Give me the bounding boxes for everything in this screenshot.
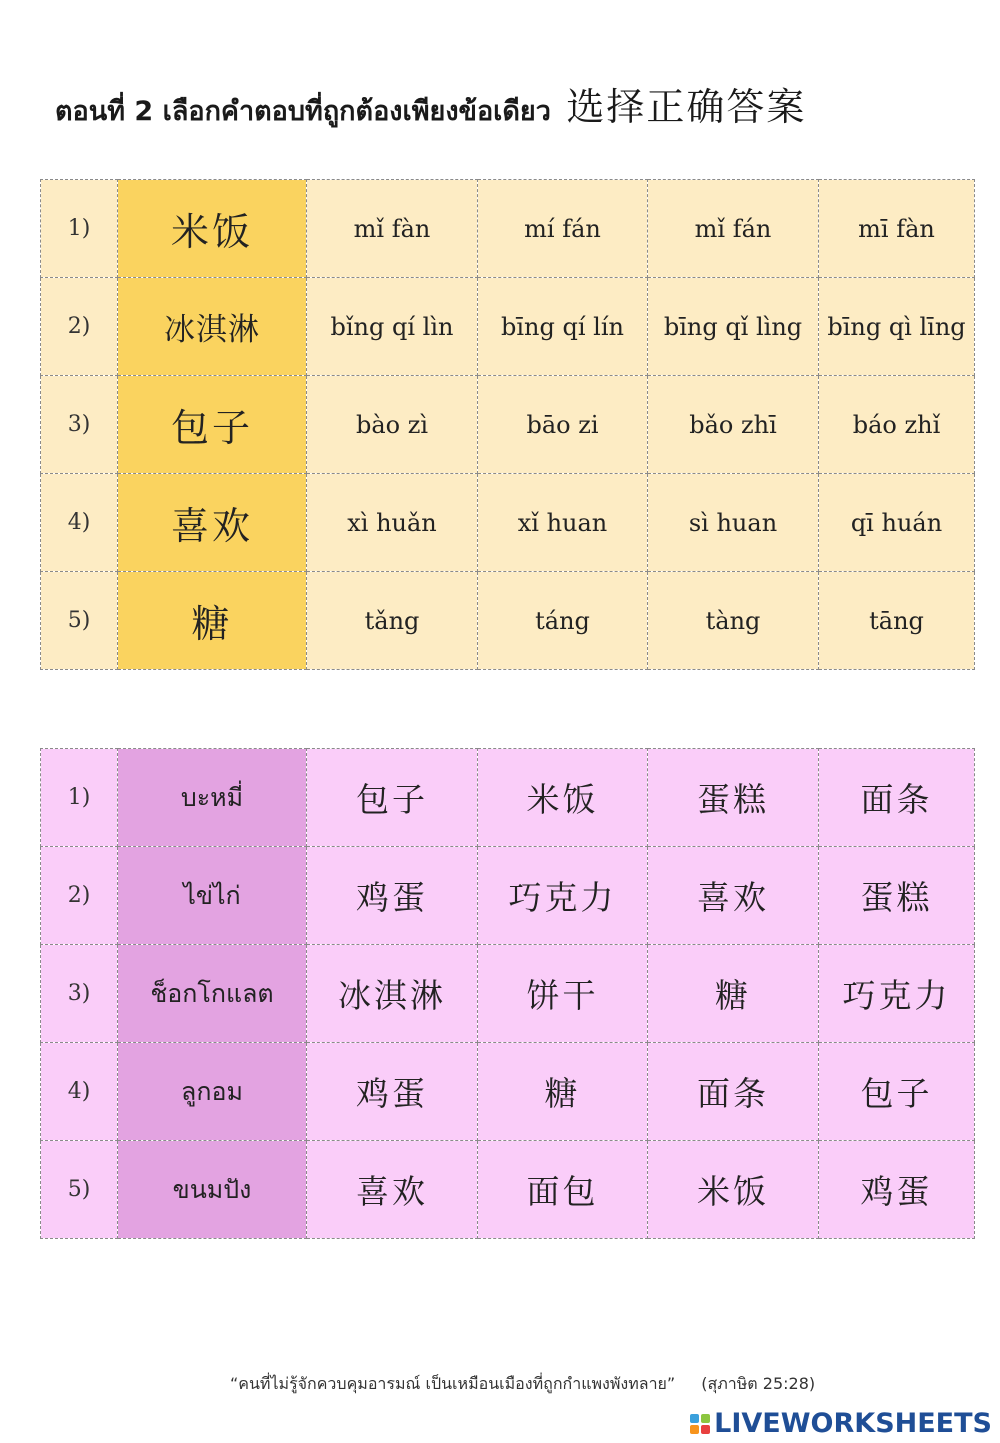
vocab-question-table — [40, 748, 975, 1239]
logo-square — [690, 1414, 699, 1423]
answer-option[interactable]: 饼干 — [478, 945, 648, 1043]
question-word: บะหมี่ — [118, 749, 307, 847]
question-row — [41, 278, 975, 376]
title-thai: ตอนที่ 2 เลือกคำตอบที่ถูกต้องเพียงข้อเดียว — [55, 96, 551, 127]
answer-option[interactable]: 米饭 — [648, 1141, 819, 1239]
pinyin-question-table — [40, 179, 975, 670]
answer-option[interactable]: qī huán — [819, 474, 975, 572]
quote-reference: (สุภาษิต 25:28) — [701, 1374, 816, 1393]
answer-option[interactable]: xì huǎn — [307, 474, 478, 572]
liveworksheets-logo-icon — [690, 1414, 710, 1434]
logo-square — [701, 1425, 710, 1434]
question-word: ลูกอม — [118, 1043, 307, 1141]
answer-option[interactable]: 鸡蛋 — [819, 1141, 975, 1239]
question-word: 喜欢 — [118, 474, 307, 572]
logo-square — [701, 1414, 710, 1423]
question-number: 4) — [41, 474, 118, 572]
question-row — [41, 572, 975, 670]
question-row — [41, 376, 975, 474]
question-row — [41, 1141, 975, 1239]
answer-option[interactable]: 喜欢 — [307, 1141, 478, 1239]
answer-option[interactable]: bǐng qí lìn — [307, 278, 478, 376]
answer-option[interactable]: 包子 — [819, 1043, 975, 1141]
answer-option[interactable]: 鸡蛋 — [307, 847, 478, 945]
question-number: 2) — [41, 847, 118, 945]
question-word: 米饭 — [118, 180, 307, 278]
answer-option[interactable]: 包子 — [307, 749, 478, 847]
question-number: 1) — [41, 749, 118, 847]
answer-option[interactable]: 糖 — [478, 1043, 648, 1141]
answer-option[interactable]: tǎng — [307, 572, 478, 670]
answer-option[interactable]: 巧克力 — [478, 847, 648, 945]
answer-option[interactable]: 巧克力 — [819, 945, 975, 1043]
question-word: 冰淇淋 — [118, 278, 307, 376]
question-word: 糖 — [118, 572, 307, 670]
title-chinese: 选择正确答案 — [566, 85, 807, 129]
answer-option[interactable]: 面条 — [819, 749, 975, 847]
question-row — [41, 474, 975, 572]
answer-option[interactable]: bǎo zhī — [648, 376, 819, 474]
answer-option[interactable]: 鸡蛋 — [307, 1043, 478, 1141]
answer-option[interactable]: 蛋糕 — [819, 847, 975, 945]
answer-option[interactable]: bīng qí lín — [478, 278, 648, 376]
question-word: ไข่ไก่ — [118, 847, 307, 945]
question-row — [41, 1043, 975, 1141]
answer-option[interactable]: tāng — [819, 572, 975, 670]
quote-text: “คนที่ไม่รู้จักควบคุมอารมณ์ เป็นเหมือนเมืองที่ถูกกำแพงพังทลาย” — [230, 1374, 676, 1393]
answer-option[interactable]: 面包 — [478, 1141, 648, 1239]
question-number: 4) — [41, 1043, 118, 1141]
answer-option[interactable]: mí fán — [478, 180, 648, 278]
answer-option[interactable]: tàng — [648, 572, 819, 670]
brand-text: LIVEWORKSHEETS — [714, 1408, 992, 1439]
liveworksheets-logo[interactable] — [690, 1408, 992, 1439]
answer-option[interactable]: xǐ huan — [478, 474, 648, 572]
answer-option[interactable]: báo zhǐ — [819, 376, 975, 474]
answer-option[interactable]: bīng qǐ lìng — [648, 278, 819, 376]
answer-option[interactable]: bào zì — [307, 376, 478, 474]
question-row — [41, 847, 975, 945]
question-number: 2) — [41, 278, 118, 376]
answer-option[interactable]: 糖 — [648, 945, 819, 1043]
answer-option[interactable]: mǐ fàn — [307, 180, 478, 278]
question-number: 3) — [41, 376, 118, 474]
answer-option[interactable]: bīng qì līng — [819, 278, 975, 376]
question-number: 5) — [41, 1141, 118, 1239]
answer-option[interactable]: mǐ fán — [648, 180, 819, 278]
footer-quote — [230, 1372, 815, 1397]
answer-option[interactable]: 喜欢 — [648, 847, 819, 945]
question-number: 5) — [41, 572, 118, 670]
question-number: 3) — [41, 945, 118, 1043]
question-row — [41, 945, 975, 1043]
logo-square — [690, 1425, 699, 1434]
question-word: ช็อกโกแลต — [118, 945, 307, 1043]
answer-option[interactable]: táng — [478, 572, 648, 670]
question-word: 包子 — [118, 376, 307, 474]
page-title — [55, 76, 806, 132]
answer-option[interactable]: 冰淇淋 — [307, 945, 478, 1043]
answer-option[interactable]: sì huan — [648, 474, 819, 572]
question-row — [41, 749, 975, 847]
question-row — [41, 180, 975, 278]
answer-option[interactable]: 蛋糕 — [648, 749, 819, 847]
question-word: ขนมปัง — [118, 1141, 307, 1239]
answer-option[interactable]: 面条 — [648, 1043, 819, 1141]
answer-option[interactable]: mī fàn — [819, 180, 975, 278]
question-number: 1) — [41, 180, 118, 278]
answer-option[interactable]: bāo zi — [478, 376, 648, 474]
answer-option[interactable]: 米饭 — [478, 749, 648, 847]
